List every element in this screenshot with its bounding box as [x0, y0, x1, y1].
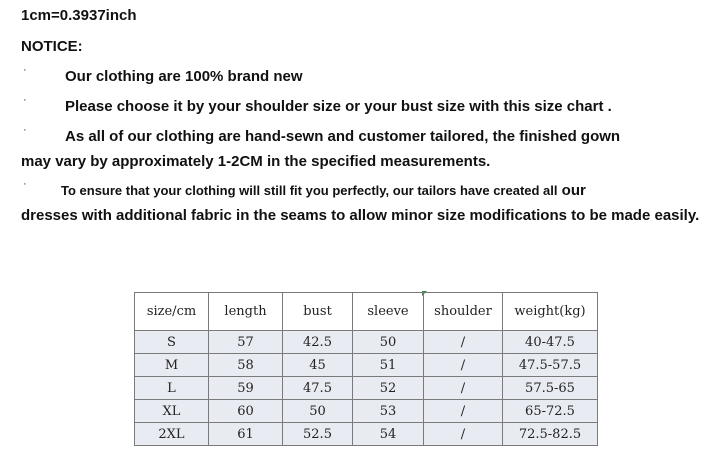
table-row — [135, 423, 598, 446]
cell-bust: 52.5 — [283, 423, 353, 446]
cell-weight: 57.5-65 — [503, 377, 598, 400]
bullet-text-continued: may vary by approximately 1-2CM in the specified measurements. — [21, 153, 491, 170]
bullet-text: As all of our clothing are hand-sewn and customer tailored, the finished gown — [65, 128, 621, 145]
bullet-text-continued: dresses with additional fabric in the seams to allow minor size modifications to be made easily. — [21, 207, 700, 224]
table-row — [135, 354, 598, 377]
cell-weight: 47.5-57.5 — [503, 354, 598, 377]
bullet-dot: · — [23, 64, 27, 76]
cell-sleeve: 50 — [353, 331, 424, 354]
cell-size: XL — [135, 400, 209, 423]
cell-size: M — [135, 354, 209, 377]
cell-size: L — [135, 377, 209, 400]
cell-sleeve: 54 — [353, 423, 424, 446]
cell-bust: 50 — [283, 400, 353, 423]
cell-length: 59 — [209, 377, 283, 400]
notice-bullet-4 — [21, 178, 701, 228]
bullet-dot: · — [23, 124, 27, 136]
cell-size: S — [135, 331, 209, 354]
cell-size: 2XL — [135, 423, 209, 446]
cell-shoulder: / — [424, 423, 503, 446]
bullet-dot: · — [23, 94, 27, 106]
header-bust: bust — [283, 293, 353, 331]
bullet-text: Our clothing are 100% brand new — [65, 68, 303, 85]
cell-length: 60 — [209, 400, 283, 423]
cell-weight: 40-47.5 — [503, 331, 598, 354]
bullet-text: Please choose it by your shoulder size or your bust size with this size chart . — [65, 98, 612, 115]
cell-length: 58 — [209, 354, 283, 377]
bullet-dot: · — [23, 178, 27, 190]
notice-bullet-2 — [21, 94, 701, 119]
cell-sleeve: 52 — [353, 377, 424, 400]
cell-length: 61 — [209, 423, 283, 446]
table-row — [135, 331, 598, 354]
notice-label: NOTICE: — [21, 38, 83, 55]
cell-weight: 72.5-82.5 — [503, 423, 598, 446]
cell-shoulder: / — [424, 354, 503, 377]
cell-shoulder: / — [424, 377, 503, 400]
header-shoulder: shoulder — [424, 293, 503, 331]
header-size: size/cm — [135, 293, 209, 331]
cell-bust: 42.5 — [283, 331, 353, 354]
header-length: length — [209, 293, 283, 331]
notice-bullet-1 — [21, 64, 701, 89]
cell-sleeve: 53 — [353, 400, 424, 423]
header-weight: weight(kg) — [503, 293, 598, 331]
cell-bust: 47.5 — [283, 377, 353, 400]
cell-weight: 65-72.5 — [503, 400, 598, 423]
table-header-row — [135, 293, 598, 331]
table-row — [135, 377, 598, 400]
cell-shoulder: / — [424, 331, 503, 354]
cell-sleeve: 51 — [353, 354, 424, 377]
conversion-note: 1cm=0.3937inch — [21, 7, 137, 24]
bullet-text-tail: our — [557, 182, 586, 199]
cell-bust: 45 — [283, 354, 353, 377]
bullet-text-small: To ensure that your clothing will still fit you perfectly, our tailors have created all — [61, 183, 558, 198]
header-sleeve: sleeve — [353, 293, 424, 331]
cell-length: 57 — [209, 331, 283, 354]
notice-bullet-3 — [21, 124, 701, 174]
table-row — [135, 400, 598, 423]
cell-shoulder: / — [424, 400, 503, 423]
size-chart-table — [134, 292, 598, 446]
